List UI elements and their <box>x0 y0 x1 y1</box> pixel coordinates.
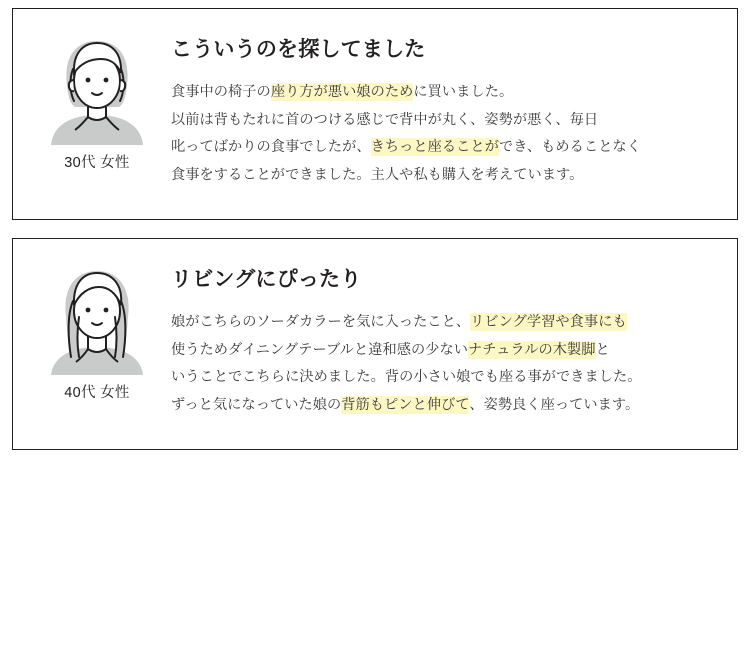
review-1-body <box>171 79 713 190</box>
body-text: と <box>595 341 610 358</box>
body-text: 食事をすることができました。主人や私も購入を考えています。 <box>171 167 584 184</box>
body-text: 娘がこちらのソーダカラーを気に入ったこと、 <box>171 314 471 330</box>
review-body-line <box>171 79 713 107</box>
review-body-line <box>171 337 713 365</box>
highlighted-text: きちっと座ることが <box>370 139 499 156</box>
review-1-title: こういうのを探してました <box>171 37 426 61</box>
review-body-line <box>171 107 713 135</box>
review-body-line <box>171 134 713 162</box>
review-body-line <box>171 309 713 337</box>
reviewer-1-profile <box>31 31 163 172</box>
review-2-content <box>163 261 713 420</box>
reviewer-1-age-label: 30代 女性 <box>64 155 130 171</box>
review-card-1 <box>12 8 738 220</box>
review-body-line <box>171 364 713 392</box>
body-text: でき、もめることなく <box>498 139 641 156</box>
review-body-line <box>171 392 713 420</box>
reviewer-2-age-label: 40代 女性 <box>64 385 130 401</box>
body-text: 、姿勢良く座っています。 <box>469 397 640 414</box>
body-text: いうことでこちらに決めました。背の小さい娘でも座る事ができました。 <box>171 369 642 386</box>
body-text: 叱ってばかりの食事でしたが、 <box>171 139 371 156</box>
woman-short-hair-avatar-icon <box>45 35 149 145</box>
highlighted-text: リビング学習や食事にも <box>470 314 627 330</box>
body-text: 以前は背もたれに首のつける感じで背中が丸く、姿勢が悪く、毎日 <box>171 111 599 128</box>
body-text: ずっと気になっていた娘の <box>171 397 342 414</box>
review-card-2 <box>12 238 738 450</box>
woman-long-hair-avatar-icon <box>45 265 149 375</box>
body-text: 食事中の椅子の <box>171 84 271 100</box>
review-2-title: リビングにぴったり <box>171 267 362 291</box>
reviewer-2-profile <box>31 261 163 402</box>
review-2-body <box>171 309 713 420</box>
body-text: 使うためダイニングテーブルと違和感の少ない <box>171 341 469 358</box>
highlighted-text: ナチュラルの木製脚 <box>468 341 596 358</box>
review-body-line <box>171 162 713 190</box>
highlighted-text: 座り方が悪い娘のため <box>270 84 414 100</box>
review-1-content <box>163 31 713 190</box>
body-text: に買いました。 <box>413 84 514 100</box>
highlighted-text: 背筋もピンと伸びて <box>341 397 470 414</box>
